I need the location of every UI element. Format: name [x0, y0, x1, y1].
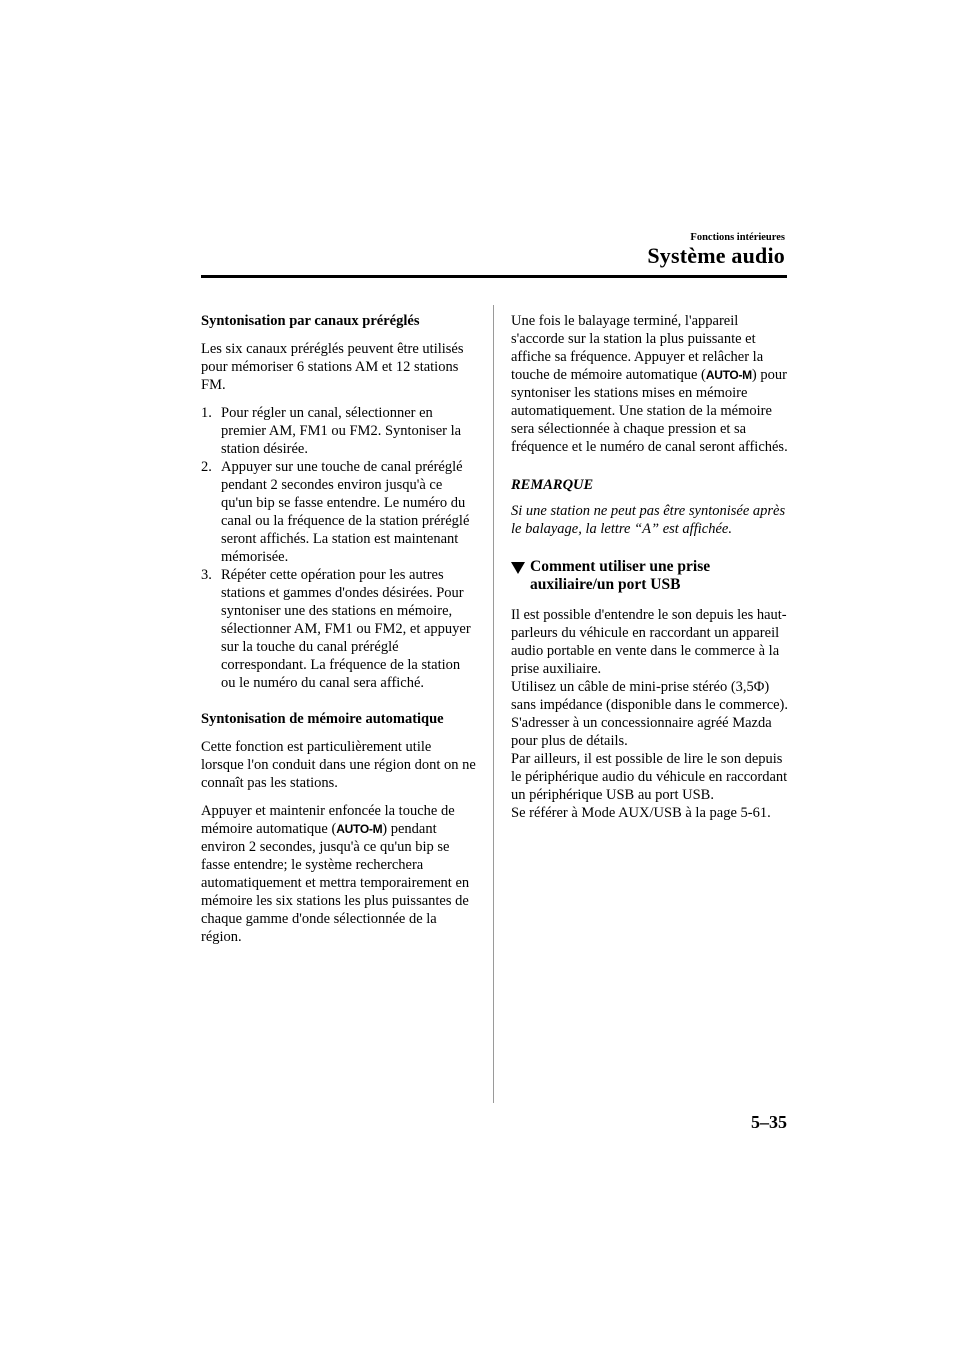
- aux-usb-section-heading: [511, 558, 789, 594]
- step-text: Appuyer sur une touche de canal préréglé pendant 2 secondes environ jusqu'à ce qu'un bip se fasse entendre. Le numéro du canal ou la fréquence de la station préréglé seront affichés. La station est maintenant mémorisée.: [221, 459, 470, 565]
- column-divider: [493, 305, 494, 1103]
- step-number: 3.: [201, 567, 212, 583]
- paragraph-text: Appuyer et maintenir enfoncée la touche de mémoire automatique (: [201, 803, 455, 837]
- auto-memory-heading: Syntonisation de mémoire automatique: [201, 711, 444, 727]
- auto-memory-instructions-paragraph: [201, 802, 477, 946]
- aux-cable-paragraph-line: Utilisez un câble de mini-prise stéréo (3,5Φ) sans impédance (disponible dans le commerce). S'adresser à un concessionnaire agréé Mazda pour plus de détails.: [511, 679, 789, 749]
- step-text: Répéter cette opération pour les autres stations et gammes d'ondes désirées. Pour syntoniser une des stations en mémoire, sélectionner AM, FM1 ou FM2, et appuyer sur la touche du canal préréglé correspondant. La fréquence de la station ou le numéro du canal sera affiché.: [221, 567, 471, 691]
- step-text: Pour régler un canal, sélectionner en premier AM, FM1 ou FM2. Syntoniser la station désirée.: [221, 405, 462, 457]
- step-number: 1.: [201, 405, 212, 421]
- header-title: Système audio: [647, 243, 785, 268]
- header-section-label: Fonctions intérieures: [690, 232, 785, 243]
- paragraph-text: ) pendant environ 2 secondes, jusqu'à ce qu'un bip se fasse entendre; le système recherchera automatiquement et mettra temporairement en mémoire les six stations les plus puissantes de chaque gamme d'onde sélectionnée de la région.: [201, 821, 470, 945]
- note-title: REMARQUE: [511, 477, 594, 493]
- page-number: 5–35: [751, 1112, 787, 1132]
- section-heading-text: Comment utiliser une prise auxiliaire/un port USB: [530, 558, 711, 593]
- paragraph-text: Une fois le balayage terminé, l'appareil s'accorde sur la station la plus puissante et affiche sa fréquence. Appuyer et relâcher la touche de mémoire automatique (: [511, 313, 764, 383]
- preset-steps-list: [201, 404, 477, 692]
- cross-reference-line: Se référer à Mode AUX/USB à la page 5-61.: [511, 805, 771, 821]
- paragraph-text: ) pour syntoniser les stations mises en mémoire automatiquement. Une station de la mémoire sera sélectionnée à chaque pression et sa fréquence et le numéro de canal seront affichés.: [511, 367, 788, 455]
- auto-memory-intro-paragraph: Cette fonction est particulièrement utile lorsque l'on conduit dans une région dont on ne connaît pas les stations.: [201, 739, 476, 791]
- down-triangle-icon: [511, 562, 525, 574]
- usb-paragraph-line: Par ailleurs, il est possible de lire le son depuis le périphérique audio du véhicule en raccordant un périphérique USB au port USB.: [511, 751, 788, 803]
- note-text: Si une station ne peut pas être syntonisée après le balayage, la lettre “A” est affichée.: [511, 503, 786, 537]
- preset-intro-paragraph: Les six canaux préréglés peuvent être utilisés pour mémoriser 6 stations AM et 12 stations FM.: [201, 341, 464, 393]
- list-item: [201, 458, 477, 566]
- header-rule: [201, 275, 787, 278]
- scan-complete-paragraph: [511, 312, 789, 456]
- aux-paragraph-line: Il est possible d'entendre le son depuis les haut-parleurs du véhicule en raccordant un appareil audio portable en vente dans le commerce à la prise auxiliaire.: [511, 607, 787, 677]
- right-column: [511, 312, 789, 822]
- list-item: [201, 404, 477, 458]
- auto-m-button-label: AUTO-M: [705, 368, 752, 382]
- preset-tuning-heading: Syntonisation par canaux préréglés: [201, 313, 420, 329]
- step-number: 2.: [201, 459, 212, 475]
- auto-m-button-label: AUTO-M: [336, 822, 383, 836]
- left-column: [201, 312, 477, 956]
- list-item: [201, 566, 477, 692]
